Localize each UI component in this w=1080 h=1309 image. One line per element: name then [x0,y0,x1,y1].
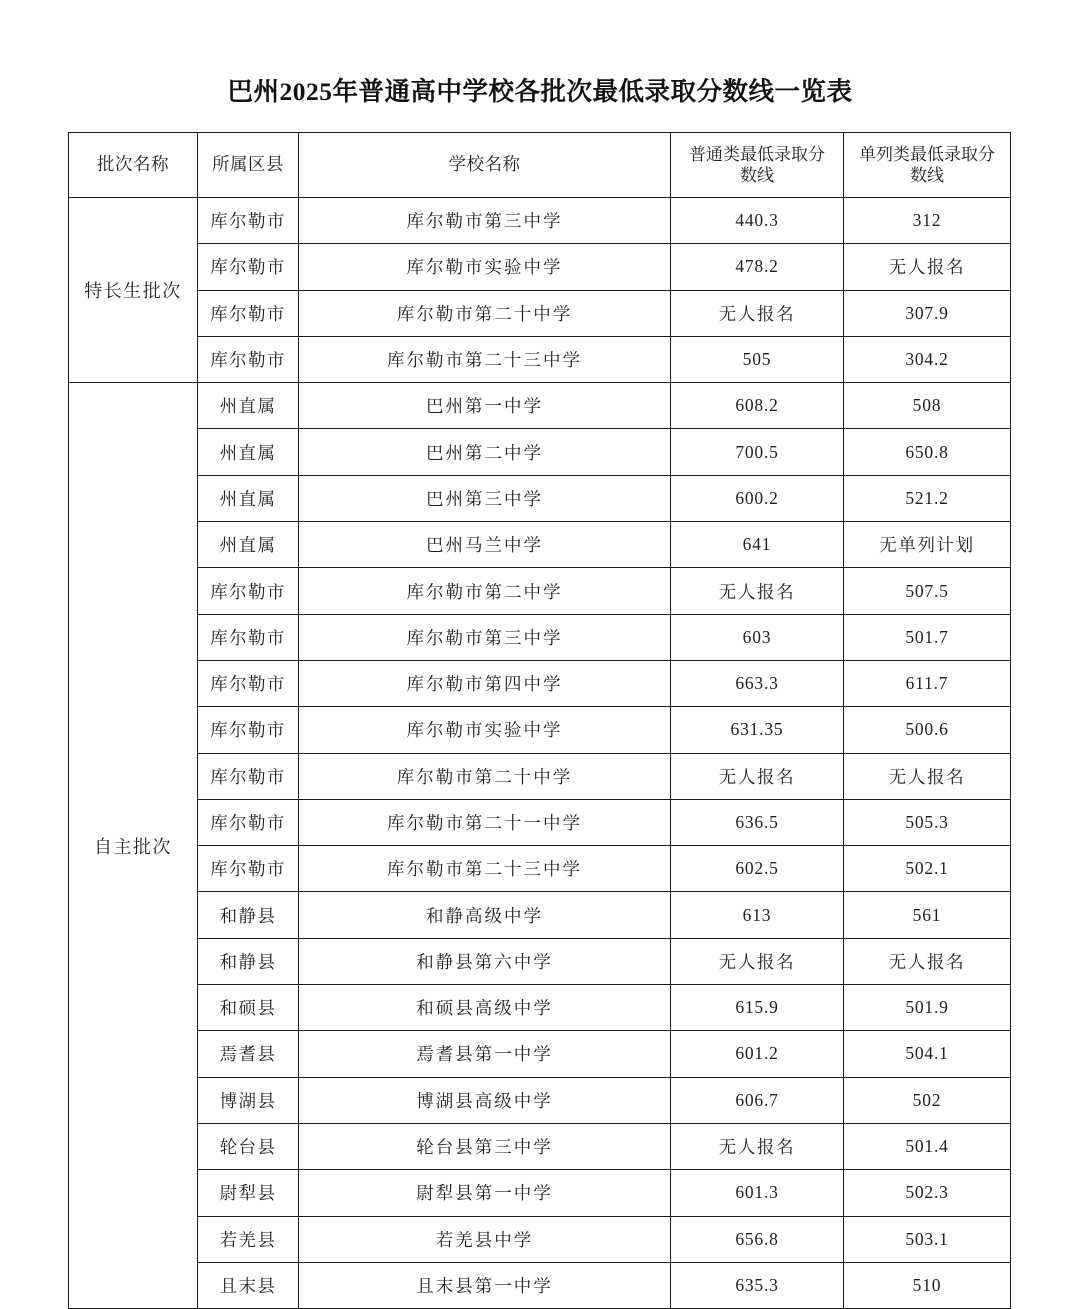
batch-name-cell: 自主批次 [69,383,198,1309]
district-cell: 库尔勒市 [198,198,299,244]
general-score-cell: 无人报名 [671,290,844,336]
school-name-cell: 库尔勒市第二十三中学 [299,336,671,382]
general-score-cell: 641 [671,522,844,568]
school-name-cell: 博湖县高级中学 [299,1077,671,1123]
school-name-cell: 库尔勒市第二十中学 [299,290,671,336]
district-cell: 尉犁县 [198,1170,299,1216]
separate-score-cell: 502.1 [844,846,1011,892]
district-cell: 和硕县 [198,985,299,1031]
district-cell: 库尔勒市 [198,846,299,892]
district-cell: 库尔勒市 [198,290,299,336]
table-row [69,846,1011,892]
school-name-cell: 尉犁县第一中学 [299,1170,671,1216]
table-header-row [69,133,1011,198]
score-table-container [68,132,1010,1309]
school-name-cell: 和静高级中学 [299,892,671,938]
general-score-cell: 606.7 [671,1077,844,1123]
table-row [69,568,1011,614]
general-score-cell: 635.3 [671,1262,844,1308]
table-row [69,522,1011,568]
table-row [69,985,1011,1031]
school-name-cell: 库尔勒市实验中学 [299,244,671,290]
general-score-cell: 无人报名 [671,938,844,984]
table-row [69,660,1011,706]
general-score-cell: 663.3 [671,660,844,706]
separate-score-cell: 510 [844,1262,1011,1308]
separate-score-cell: 521.2 [844,475,1011,521]
general-score-cell: 700.5 [671,429,844,475]
general-score-cell: 636.5 [671,799,844,845]
general-score-cell: 601.3 [671,1170,844,1216]
district-cell: 轮台县 [198,1123,299,1169]
general-score-cell: 613 [671,892,844,938]
table-row [69,938,1011,984]
separate-score-cell: 502 [844,1077,1011,1123]
table-row [69,1170,1011,1216]
school-name-cell: 库尔勒市第二十三中学 [299,846,671,892]
district-cell: 库尔勒市 [198,707,299,753]
district-cell: 和静县 [198,938,299,984]
district-cell: 库尔勒市 [198,568,299,614]
table-row [69,1123,1011,1169]
general-score-cell: 603 [671,614,844,660]
separate-score-cell: 504.1 [844,1031,1011,1077]
general-score-cell: 602.5 [671,846,844,892]
table-row [69,244,1011,290]
table-row [69,707,1011,753]
table-row [69,383,1011,429]
separate-score-cell: 无人报名 [844,938,1011,984]
general-score-cell: 615.9 [671,985,844,1031]
table-row [69,290,1011,336]
school-name-cell: 库尔勒市第二中学 [299,568,671,614]
column-header-general-score: 普通类最低录取分数线 [671,133,844,198]
general-score-cell: 608.2 [671,383,844,429]
general-score-cell: 478.2 [671,244,844,290]
school-name-cell: 轮台县第三中学 [299,1123,671,1169]
school-name-cell: 库尔勒市第三中学 [299,614,671,660]
school-name-cell: 巴州第一中学 [299,383,671,429]
school-name-cell: 库尔勒市第四中学 [299,660,671,706]
school-name-cell: 且末县第一中学 [299,1262,671,1308]
district-cell: 和静县 [198,892,299,938]
school-name-cell: 巴州第三中学 [299,475,671,521]
separate-score-cell: 650.8 [844,429,1011,475]
district-cell: 库尔勒市 [198,614,299,660]
separate-score-cell: 无单列计划 [844,522,1011,568]
district-cell: 州直属 [198,383,299,429]
separate-score-cell: 无人报名 [844,244,1011,290]
general-score-cell: 600.2 [671,475,844,521]
separate-score-cell: 503.1 [844,1216,1011,1262]
column-header-separate-score: 单列类最低录取分数线 [844,133,1011,198]
separate-score-cell: 无人报名 [844,753,1011,799]
table-header [69,133,1011,198]
general-score-cell: 505 [671,336,844,382]
separate-score-cell: 307.9 [844,290,1011,336]
separate-score-cell: 505.3 [844,799,1011,845]
district-cell: 博湖县 [198,1077,299,1123]
general-score-cell: 无人报名 [671,753,844,799]
table-row [69,1262,1011,1308]
district-cell: 州直属 [198,475,299,521]
table-row [69,614,1011,660]
general-score-cell: 无人报名 [671,568,844,614]
district-cell: 库尔勒市 [198,244,299,290]
column-header-school: 学校名称 [299,133,671,198]
separate-score-cell: 501.4 [844,1123,1011,1169]
general-score-cell: 无人报名 [671,1123,844,1169]
district-cell: 库尔勒市 [198,660,299,706]
separate-score-cell: 304.2 [844,336,1011,382]
school-name-cell: 和硕县高级中学 [299,985,671,1031]
school-name-cell: 焉耆县第一中学 [299,1031,671,1077]
general-score-cell: 631.35 [671,707,844,753]
separate-score-cell: 500.6 [844,707,1011,753]
school-name-cell: 库尔勒市第三中学 [299,198,671,244]
table-row [69,1216,1011,1262]
separate-score-cell: 502.3 [844,1170,1011,1216]
district-cell: 库尔勒市 [198,336,299,382]
school-name-cell: 若羌县中学 [299,1216,671,1262]
admission-score-table [68,132,1011,1309]
table-row [69,892,1011,938]
table-row [69,336,1011,382]
separate-score-cell: 501.7 [844,614,1011,660]
district-cell: 若羌县 [198,1216,299,1262]
separate-score-cell: 561 [844,892,1011,938]
table-row [69,429,1011,475]
separate-score-cell: 508 [844,383,1011,429]
separate-score-cell: 611.7 [844,660,1011,706]
general-score-cell: 440.3 [671,198,844,244]
column-header-batch: 批次名称 [69,133,198,198]
table-row [69,198,1011,244]
district-cell: 焉耆县 [198,1031,299,1077]
school-name-cell: 库尔勒市实验中学 [299,707,671,753]
batch-name-cell: 特长生批次 [69,198,198,383]
separate-score-cell: 507.5 [844,568,1011,614]
district-cell: 库尔勒市 [198,753,299,799]
district-cell: 且末县 [198,1262,299,1308]
table-row [69,1077,1011,1123]
school-name-cell: 巴州第二中学 [299,429,671,475]
column-header-district: 所属区县 [198,133,299,198]
separate-score-cell: 312 [844,198,1011,244]
district-cell: 库尔勒市 [198,799,299,845]
table-row [69,475,1011,521]
school-name-cell: 库尔勒市第二十一中学 [299,799,671,845]
separate-score-cell: 501.9 [844,985,1011,1031]
school-name-cell: 巴州马兰中学 [299,522,671,568]
school-name-cell: 库尔勒市第二十中学 [299,753,671,799]
page-title: 巴州2025年普通高中学校各批次最低录取分数线一览表 [227,77,853,106]
table-row [69,799,1011,845]
school-name-cell: 和静县第六中学 [299,938,671,984]
general-score-cell: 601.2 [671,1031,844,1077]
district-cell: 州直属 [198,522,299,568]
table-body [69,198,1011,1309]
table-row [69,1031,1011,1077]
general-score-cell: 656.8 [671,1216,844,1262]
table-row [69,753,1011,799]
district-cell: 州直属 [198,429,299,475]
